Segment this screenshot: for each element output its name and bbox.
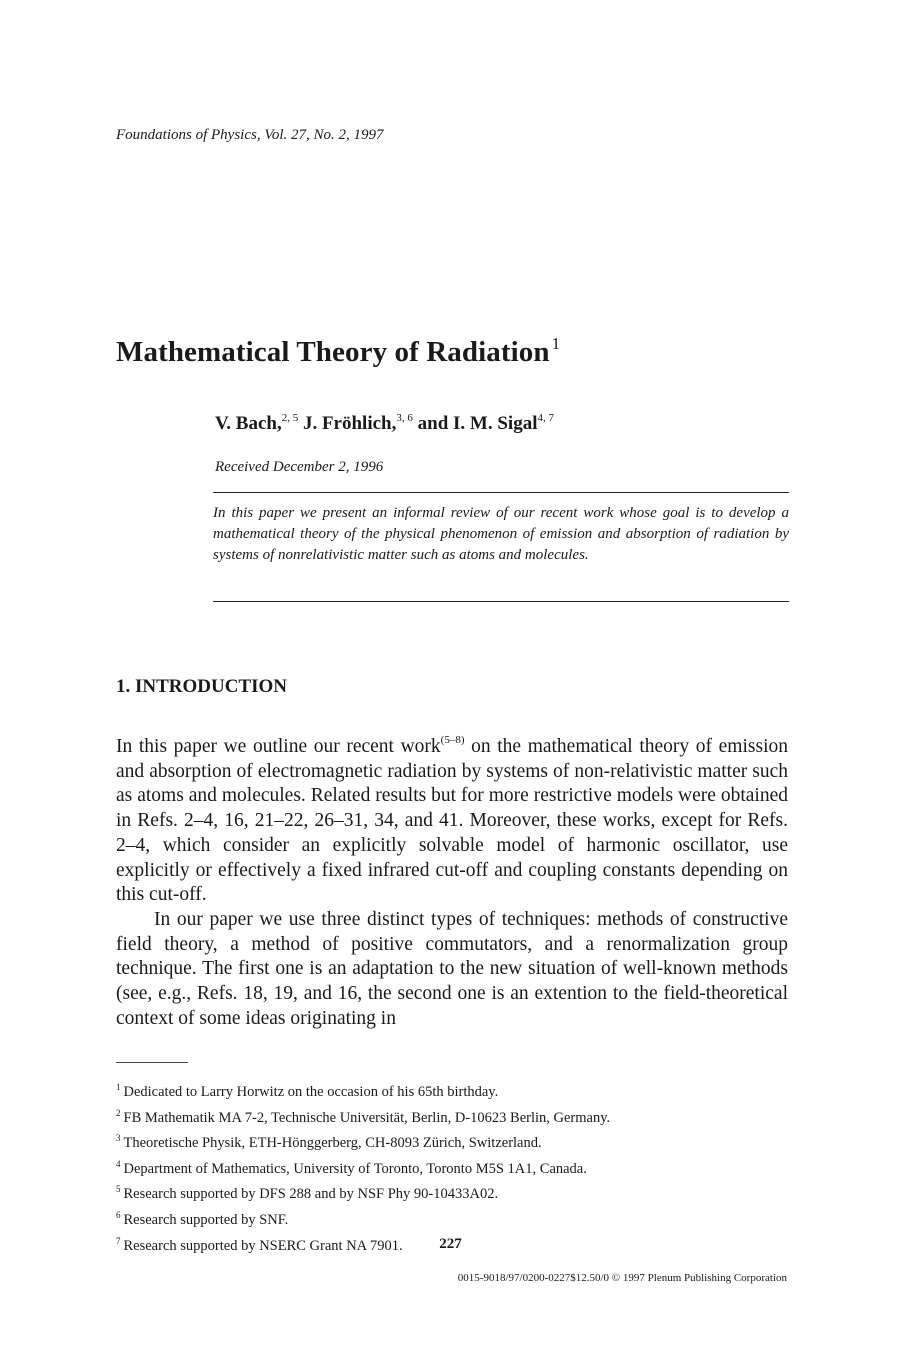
paragraph-text: on the mathematical theory of emission and absorption of electromagnetic radiation by systems of non-relativistic matter such as atoms and molecules. Related results but for more restrictive models were obtained in Refs. 2–4, 16, 21–22, 26–31, 34, and 41. Moreover, these works, except for Refs. 2–4, which consider an explicitly solvable model of harmonic oscillator, use explicitly or effectively a fixed infrared cut-off and coupling constants depending on this cut-off. xyxy=(116,736,788,906)
abstract: In this paper we present an informal review of our recent work whose goal is to develop a mathematical theory of the physical phenomenon of emission and absorption of radiation by systems of nonrelativistic matter such as atoms and molecules. xyxy=(213,505,789,563)
author-connector: and xyxy=(417,413,449,434)
footnote xyxy=(116,1128,796,1154)
paper-title xyxy=(116,334,560,369)
author-list xyxy=(215,412,554,435)
footnote-text: Research supported by DFS 288 and by NSF Phy 90-10433A02. xyxy=(123,1186,499,1203)
journal-citation: Foundations of Physics, Vol. 27, No. 2, 1997 xyxy=(116,127,384,143)
author-name: V. Bach, xyxy=(215,413,282,434)
title-footnote-mark[interactable]: 1 xyxy=(551,334,561,353)
footnote xyxy=(116,1077,796,1103)
footnote-text: Department of Mathematics, University of Toronto, Toronto M5S 1A1, Canada. xyxy=(123,1160,587,1177)
footnote xyxy=(116,1205,796,1231)
footnote-mark: 1 xyxy=(116,1082,121,1092)
footnote-text: Theoretische Physik, ETH-Hönggerberg, CH-8093 Zürich, Switzerland. xyxy=(123,1135,542,1152)
footnotes xyxy=(116,1077,796,1256)
footnote-text: Dedicated to Larry Horwitz on the occasion of his 65th birthday. xyxy=(123,1084,499,1100)
footnote-mark: 6 xyxy=(116,1209,121,1220)
page-number: 227 xyxy=(439,1236,462,1252)
footnote-text: Research supported by SNF. xyxy=(123,1211,289,1228)
paper-title-text: Mathematical Theory of Radiation xyxy=(116,336,550,368)
footnote-mark: 3 xyxy=(116,1133,121,1144)
section-heading: 1. INTRODUCTION xyxy=(116,676,288,697)
author-name: I. M. Sigal xyxy=(453,413,538,434)
copyright-line: 0015-9018/97/0200-0227$12.50/0 © 1997 Plenum Publishing Corporation xyxy=(457,1272,787,1284)
footnote-separator xyxy=(116,1062,188,1063)
citation-reference[interactable]: (5–8) xyxy=(440,734,465,746)
intro-paragraph-2 xyxy=(116,908,788,1032)
paragraph-text: In our paper we use three distinct types of techniques: methods of constructive field theory, a method of positive commutators, and a renormalization group technique. The first one is an adaptation to the new situation of well-known methods (see, e.g., Refs. 18, 19, and 16, the second one is an extention to the field-theoretical context of some ideas originating in xyxy=(116,909,788,1029)
received-date: Received December 2, 1996 xyxy=(215,459,384,475)
footnote xyxy=(116,1103,796,1129)
abstract-bottom-rule xyxy=(213,601,789,602)
footnote-text: Research supported by NSERC Grant NA 7901. xyxy=(123,1237,403,1254)
abstract-top-rule xyxy=(213,492,789,493)
footnote-mark: 4 xyxy=(116,1158,121,1169)
author-name: J. Fröhlich, xyxy=(302,413,397,434)
author-footnote-marks[interactable]: 2, 5 xyxy=(281,412,299,424)
paragraph-text: In this paper we outline our recent work xyxy=(116,736,441,757)
footnote xyxy=(116,1154,796,1180)
author-footnote-marks[interactable]: 4, 7 xyxy=(537,412,554,424)
intro-paragraph-1 xyxy=(116,735,788,908)
footnote-mark: 5 xyxy=(116,1184,121,1195)
footnote-text: FB Mathematik MA 7-2, Technische Universität, Berlin, D-10623 Berlin, Germany. xyxy=(123,1109,611,1126)
footnote-mark: 2 xyxy=(116,1107,121,1118)
footnote xyxy=(116,1179,796,1205)
footnote-mark: 7 xyxy=(116,1235,121,1246)
author-footnote-marks[interactable]: 3, 6 xyxy=(396,412,413,424)
